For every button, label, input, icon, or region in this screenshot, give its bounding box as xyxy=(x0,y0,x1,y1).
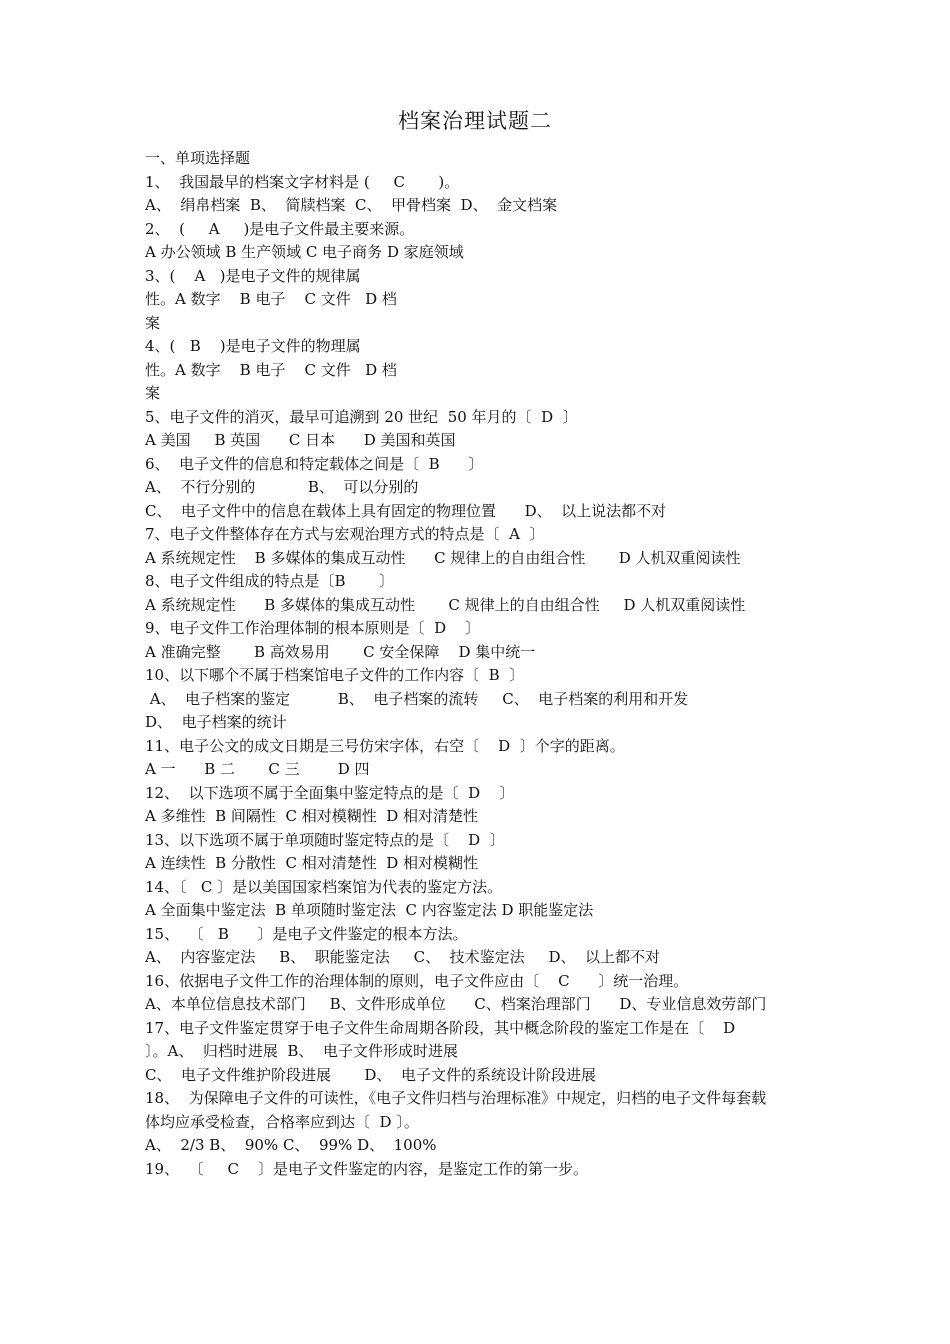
question-4: 4、( B )是电子文件的物理属 xyxy=(145,337,361,355)
question-15: 15、 〔 B 〕是电子文件鉴定的根本方法。 xyxy=(145,924,468,943)
question-list xyxy=(145,147,815,1181)
question-17-options-cont: C、 电子文件维护阶段进展 D、 电子文件的系统设计阶段进展 xyxy=(145,1065,596,1084)
question-17: 17、电子文件鉴定贯穿于电子文件生命周期各阶段，其中概念阶段的鉴定工作是在〔 D xyxy=(145,1018,736,1037)
question-14-options: A 全面集中鉴定法 B 单项随时鉴定法 C 内容鉴定法 D 职能鉴定法 xyxy=(145,901,594,919)
question-4-options-cont: 案 xyxy=(145,384,161,402)
question-9-options: A 准确完整 B 高效易用 C 安全保障 D 集中统一 xyxy=(145,642,536,661)
question-12-options: A 多维性 B 间隔性 C 相对模糊性 D 相对清楚性 xyxy=(145,807,479,825)
question-19: 19、 〔 C 〕是电子文件鉴定的内容，是鉴定工作的第一步。 xyxy=(145,1159,589,1178)
question-15-options: A、 内容鉴定法 B、 职能鉴定法 C、 技术鉴定法 D、 以上都不对 xyxy=(145,948,661,966)
question-13: 13、以下选项不属于单项随时鉴定特点的是〔 D 〕 xyxy=(145,830,505,849)
question-6-options-cd: C、 电子文件中的信息在载体上具有固定的物理位置 D、 以上说法都不对 xyxy=(145,501,667,520)
question-16-options: A、本单位信息技术部门 B、文件形成单位 C、档案治理部门 D、专业信息效劳部门 xyxy=(145,995,767,1013)
question-11: 11、电子公文的成文日期是三号仿宋字体，右空〔 D 〕个字的距离。 xyxy=(145,736,625,755)
question-5: 5、电子文件的消灭，最早可追溯到 20 世纪 50 年月的〔 D 〕 xyxy=(145,407,578,426)
question-2: 2、 ( A )是电子文件最主要来源。 xyxy=(145,219,415,238)
document-title: 档案治理试题二 xyxy=(398,109,552,133)
question-10-options-cont: D、 电子档案的统计 xyxy=(145,713,287,731)
question-10-options: A、 电子档案的鉴定 B、 电子档案的流转 C、 电子档案的利用和开发 xyxy=(145,689,689,708)
question-3: 3、( A )是电子文件的规律属 xyxy=(145,266,361,285)
question-10: 10、以下哪个不属于档案馆电子文件的工作内容〔 B 〕 xyxy=(145,666,525,684)
question-12: 12、 以下选项不属于全面集中鉴定特点的是〔 D 〕 xyxy=(145,783,515,802)
question-7: 7、电子文件整体存在方式与宏观治理方式的特点是〔 A 〕 xyxy=(145,525,545,543)
question-1: 1、 我国最早的档案文字材料是 ( C )。 xyxy=(145,172,460,191)
question-9: 9、电子文件工作治理体制的根本原则是〔 D 〕 xyxy=(145,619,481,637)
question-5-options: A 美国 B 英国 C 日本 D 美国和英国 xyxy=(145,431,456,449)
question-18-cont: 体均应承受检查，合格率应到达〔 D 〕。 xyxy=(145,1112,419,1131)
question-17-options: 〕。A、 归档时进展 B、 电子文件形成时进展 xyxy=(145,1042,458,1060)
question-18: 18、 为保障电子文件的可读性，《电子文件归档与治理标准》中规定，归档的电子文件每套载 xyxy=(145,1089,767,1107)
question-4-options: 性。A 数字 B 电子 C 文件 D 档 xyxy=(145,360,397,379)
question-2-options: A 办公领域 B 生产领域 C 电子商务 D 家庭领域 xyxy=(145,243,464,261)
question-6-options-ab: A、 不行分别的 B、 可以分别的 xyxy=(145,478,419,496)
question-18-options: A、 2/3 B、 90% C、 99% D、 100% xyxy=(145,1136,437,1154)
question-11-options: A 一 B 二 C 三 D 四 xyxy=(145,760,370,778)
question-8-options: A 系统规定性 B 多媒体的集成互动性 C 规律上的自由组合性 D 人机双重阅读性 xyxy=(145,595,746,614)
question-14: 14、〔 C 〕是以美国国家档案馆为代表的鉴定方法。 xyxy=(145,877,503,896)
question-8: 8、电子文件组成的特点是〔B 〕 xyxy=(145,572,394,590)
section-heading: 一、单项选择题 xyxy=(145,149,251,167)
question-3-options-cont: 案 xyxy=(145,313,161,332)
question-16: 16、依据电子文件工作的治理体制的原则，电子文件应由〔 C 〕统一治理。 xyxy=(145,971,689,990)
question-3-options: 性。A 数字 B 电子 C 文件 D 档 xyxy=(145,290,397,308)
question-6: 6、 电子文件的信息和特定载体之间是〔 B 〕 xyxy=(145,454,484,473)
question-7-options: A 系统规定性 B 多媒体的集成互动性 C 规律上的自由组合性 D 人机双重阅读性 xyxy=(145,548,741,567)
question-13-options: A 连续性 B 分散性 C 相对清楚性 D 相对模糊性 xyxy=(145,854,479,872)
question-1-options: A、 绢帛档案 B、 简牍档案 C、 甲骨档案 D、 金文档案 xyxy=(145,196,558,214)
